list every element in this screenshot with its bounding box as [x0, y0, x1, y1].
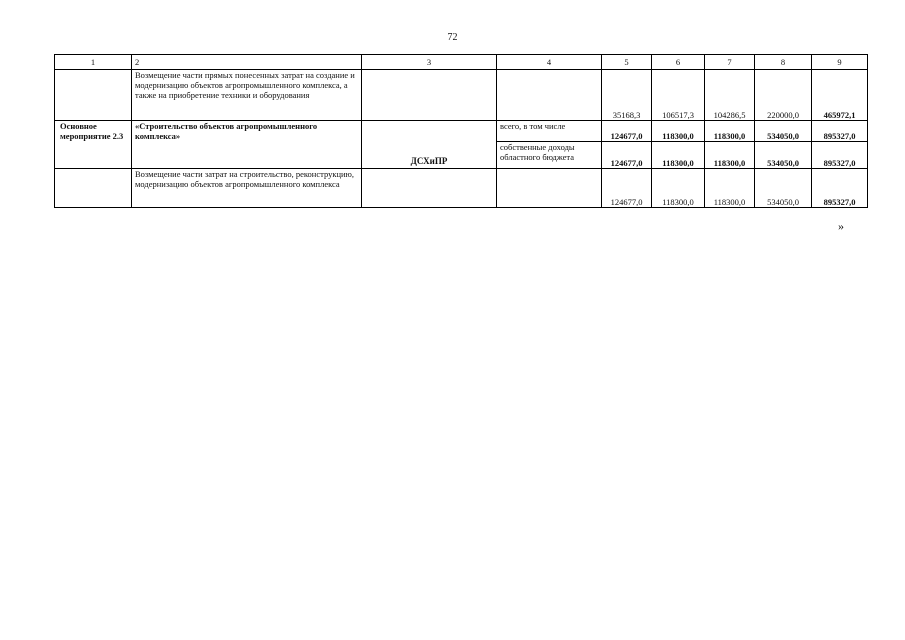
- column-header: 5: [602, 55, 652, 70]
- funding-source: собственные доходы областного бюджета: [497, 142, 602, 169]
- column-header: 8: [755, 55, 812, 70]
- column-header: 1: [55, 55, 132, 70]
- empty-cell: [362, 169, 497, 208]
- table-row: [55, 121, 868, 142]
- column-header: 3: [362, 55, 497, 70]
- closing-quote: »: [838, 219, 844, 233]
- column-header: 4: [497, 55, 602, 70]
- value-cell: 118300,0: [652, 142, 705, 169]
- value-cell: 534050,0: [755, 169, 812, 208]
- value-cell: 534050,0: [755, 121, 812, 142]
- value-cell: 124677,0: [602, 121, 652, 142]
- empty-cell: [497, 169, 602, 208]
- value-cell: 220000,0: [755, 70, 812, 121]
- funding-source: всего, в том числе: [497, 121, 602, 142]
- measure-label: Основное мероприятие 2.3: [55, 121, 132, 169]
- table-row: [55, 169, 868, 208]
- value-cell: 124677,0: [602, 142, 652, 169]
- page-number: 72: [447, 32, 458, 43]
- value-cell: 104286,5: [705, 70, 755, 121]
- value-cell-total: 465972,1: [812, 70, 868, 121]
- empty-cell: [497, 70, 602, 121]
- value-cell-total: 895327,0: [812, 169, 868, 208]
- value-cell: 534050,0: [755, 142, 812, 169]
- value-cell: 35168,3: [602, 70, 652, 121]
- column-header: 9: [812, 55, 868, 70]
- empty-cell: [55, 169, 132, 208]
- value-cell: 118300,0: [652, 121, 705, 142]
- executor: ДСХиПР: [362, 121, 497, 169]
- column-header: 6: [652, 55, 705, 70]
- row-description: Возмещение части прямых понесенных затрат на создание и модернизацию объектов агропромышленного комплекса, а также на приобретение техники и оборудования: [132, 70, 362, 121]
- header-row: [55, 55, 868, 70]
- value-cell: 106517,3: [652, 70, 705, 121]
- table-row: [55, 70, 868, 121]
- value-cell: 118300,0: [705, 169, 755, 208]
- value-cell: 118300,0: [705, 121, 755, 142]
- value-cell-total: 895327,0: [812, 121, 868, 142]
- column-header: 7: [705, 55, 755, 70]
- value-cell: 124677,0: [602, 169, 652, 208]
- empty-cell: [55, 70, 132, 121]
- value-cell: 118300,0: [652, 169, 705, 208]
- budget-table: [54, 54, 868, 208]
- measure-title: «Строительство объектов агропромышленного комплекса»: [132, 121, 362, 169]
- value-cell: 118300,0: [705, 142, 755, 169]
- value-cell-total: 895327,0: [812, 142, 868, 169]
- row-description: Возмещение части затрат на строительство, реконструкцию, модернизацию объектов агропромышленного комплекса: [132, 169, 362, 208]
- empty-cell: [362, 70, 497, 121]
- column-header: 2: [132, 55, 362, 70]
